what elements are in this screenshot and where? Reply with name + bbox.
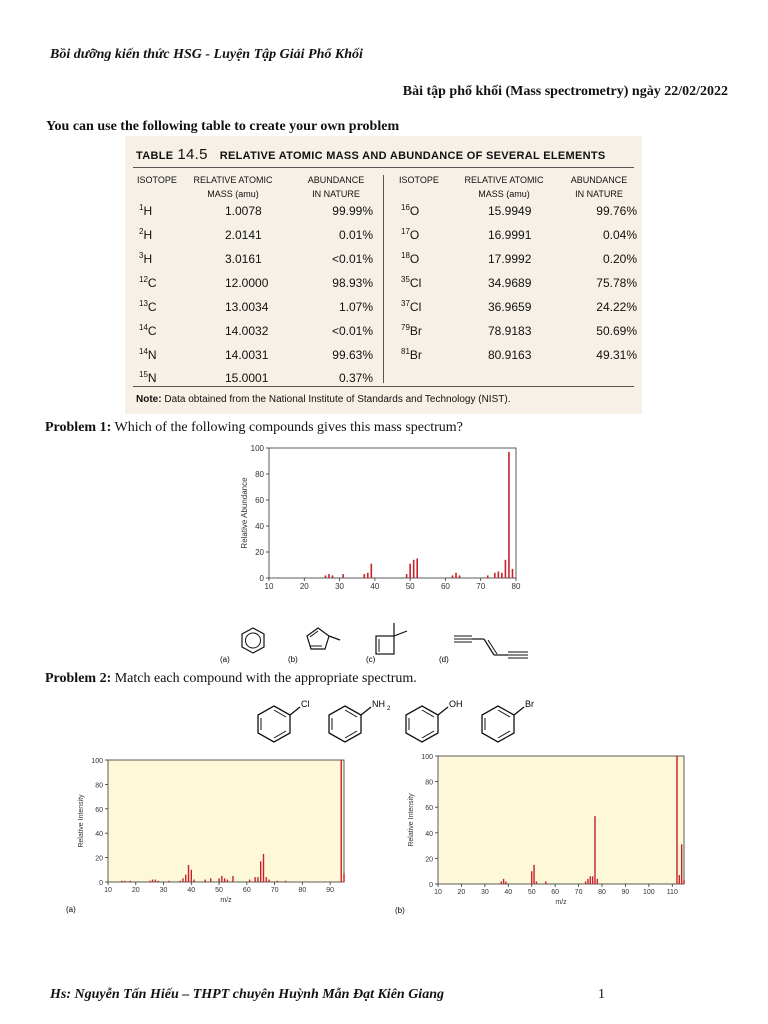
spectrum-peak	[249, 880, 250, 882]
col-mass-line2-r: MASS (amu)	[478, 189, 530, 199]
col-abund-line1-r: ABUNDANCE	[570, 175, 628, 185]
spectrum-peak	[367, 573, 369, 578]
mass-cell: 15.9949	[488, 204, 532, 218]
x-tick-label: 50	[405, 582, 415, 591]
spectrum-problem1-plot	[240, 444, 521, 591]
isotope-cell	[139, 204, 152, 218]
element-symbol: C	[147, 300, 157, 314]
mass-number: 15	[139, 370, 148, 379]
abundance-cell: 0.04%	[602, 228, 637, 242]
spectrum-peak	[152, 880, 153, 882]
footer-author: Hs: Nguyễn Tấn Hiếu – THPT chuyên Huỳnh Mẫn Đạt Kiên Giang	[50, 987, 444, 1002]
spectrum-peak	[406, 574, 408, 578]
spectrum-peak	[191, 870, 192, 882]
x-tick-label: 10	[434, 889, 442, 896]
spectrum-peak	[371, 564, 373, 578]
aniline-structure	[329, 699, 391, 742]
x-tick-label: 70	[270, 887, 279, 894]
spectrum-peak	[342, 574, 344, 578]
y-tick-label: 20	[425, 856, 433, 864]
col-mass-line1: RELATIVE ATOMIC	[193, 175, 273, 185]
element-symbol: Cl	[409, 276, 422, 290]
spectrum-peak	[508, 452, 510, 578]
x-axis-label: m/z	[220, 897, 232, 904]
abundance-cell: 50.69%	[596, 324, 637, 338]
mass-number: 37	[401, 299, 410, 308]
spectrum-peak	[221, 876, 222, 882]
isotope-cell	[139, 324, 157, 338]
x-tick-label: 80	[511, 582, 521, 591]
abundance-cell: 99.99%	[332, 204, 373, 218]
spectrum-panel-a	[60, 752, 360, 917]
isotope-cell	[401, 300, 421, 314]
x-tick-label: 40	[504, 889, 513, 896]
element-symbol: Br	[409, 348, 422, 362]
spectrum-peak	[193, 880, 194, 882]
element-symbol: O	[409, 204, 420, 218]
table-label: TABLE	[136, 150, 174, 162]
isotope-cell	[401, 276, 421, 290]
y-tick-label: 80	[95, 782, 103, 790]
mass-cell: 15.0001	[225, 371, 269, 385]
spectrum-peak	[210, 878, 211, 882]
y-tick-label: 60	[95, 806, 103, 814]
element-symbol: O	[409, 252, 420, 266]
element-symbol: O	[409, 228, 420, 242]
x-tick-label: 50	[215, 887, 223, 894]
spectrum-peak	[505, 881, 506, 884]
spectrum-peak	[587, 879, 588, 884]
abundance-cell: 99.63%	[332, 348, 373, 362]
abundance-cell: 99.76%	[596, 204, 637, 218]
spectrum-peak	[455, 573, 457, 578]
table-title	[136, 146, 606, 163]
benzene-structure	[242, 628, 264, 653]
col-isotope-left: ISOTOPE	[137, 175, 177, 185]
x-tick-label: 60	[440, 582, 450, 591]
problem1-question: Which of the following compounds gives this mass spectrum?	[114, 420, 463, 435]
dimethylcyclobutene-structure	[376, 623, 407, 654]
mass-cell: 34.9689	[488, 276, 532, 290]
abundance-cell: 24.22%	[596, 300, 637, 314]
col-isotope-right: ISOTOPE	[399, 175, 439, 185]
y-tick-label: 100	[250, 444, 264, 453]
isotope-cell	[401, 204, 419, 218]
nh2-subscript: 2	[387, 706, 391, 712]
spectrum-peak	[332, 575, 334, 578]
mass-number: 14	[139, 323, 148, 332]
table-top-rule	[133, 167, 634, 168]
col-abund-line1: ABUNDANCE	[307, 175, 365, 185]
element-symbol: H	[143, 252, 153, 266]
spectrum-peak	[494, 573, 496, 578]
col-mass-line2: MASS (amu)	[207, 189, 259, 199]
cl-label: Cl	[301, 699, 310, 709]
mass-cell: 14.0032	[225, 324, 269, 338]
mass-cell: 12.0000	[225, 276, 269, 290]
mass-number: 18	[401, 251, 410, 260]
mass-number: 3	[139, 251, 144, 260]
element-symbol: N	[147, 371, 157, 385]
abundance-cell: 0.01%	[338, 228, 373, 242]
abundance-cell: 98.93%	[332, 276, 373, 290]
y-axis-label: Relative Intensity	[78, 794, 85, 848]
element-symbol: H	[143, 204, 153, 218]
y-tick-label: 100	[421, 754, 433, 761]
isotope-cell	[139, 300, 157, 314]
note-text: Data obtained from the National Institute of Standards and Technology (NIST).	[164, 394, 511, 405]
abundance-cell: <0.01%	[331, 324, 373, 338]
spectrum-peak	[363, 574, 365, 578]
spectrum-peak	[498, 572, 500, 579]
spectrum-peak	[409, 564, 411, 578]
element-symbol: N	[147, 348, 157, 362]
x-tick-label: 40	[370, 582, 380, 591]
y-tick-label: 0	[429, 882, 433, 889]
spectrum-peak	[343, 873, 344, 882]
isotope-cell	[401, 348, 422, 362]
table-number: 14.5	[177, 146, 208, 163]
bromobenzene-structure	[482, 699, 534, 742]
panel-b-label: (b)	[395, 906, 405, 915]
x-tick-label: 60	[551, 889, 560, 896]
abundance-cell: 0.37%	[338, 371, 373, 385]
spectrum-peak	[325, 575, 327, 578]
spectrum-peak	[487, 575, 489, 578]
col-abund-right	[564, 173, 634, 201]
header-right: Bài tập phổ khối (Mass spectrometry) ngày 22/02/2022	[402, 84, 728, 99]
problem2-text	[45, 671, 417, 687]
spectrum-peak	[505, 560, 507, 578]
y-tick-label: 40	[95, 831, 103, 839]
spectrum-peak	[185, 875, 186, 882]
spectrum-peak	[277, 881, 278, 882]
spectrum-peak	[257, 877, 258, 882]
option-c-label: (c)	[366, 655, 376, 664]
y-tick-label: 60	[255, 496, 264, 505]
mass-number: 12	[139, 275, 148, 284]
spectrum-peak	[268, 880, 269, 882]
mass-cell: 36.9659	[488, 300, 532, 314]
plot-frame	[438, 756, 684, 884]
y-tick-label: 20	[95, 855, 103, 863]
abundance-cell: 75.78%	[596, 276, 637, 290]
col-abund-line2: IN NATURE	[312, 189, 360, 199]
mass-cell: 80.9163	[488, 348, 532, 362]
mass-number: 1	[139, 203, 144, 212]
abundance-cell: <0.01%	[331, 252, 373, 266]
isotope-cell	[139, 252, 152, 266]
problem1-structures	[210, 615, 540, 670]
element-symbol: C	[147, 276, 157, 290]
hexadiyne-ene-structure	[454, 636, 528, 658]
element-symbol: Br	[409, 324, 422, 338]
intro-text: You can use the following table to create your own problem	[46, 119, 400, 134]
oh-label: OH	[449, 699, 463, 709]
spectrum-panel-a-plot	[78, 758, 345, 904]
mass-number: 13	[139, 299, 148, 308]
problem2-structures	[248, 692, 558, 752]
spectrum-problem1	[230, 441, 530, 601]
spectrum-peak	[459, 575, 461, 578]
element-symbol: C	[147, 324, 157, 338]
element-symbol: Cl	[409, 300, 422, 314]
spectrum-peak	[263, 854, 264, 882]
x-tick-label: 60	[242, 887, 251, 894]
spectrum-peak	[188, 865, 189, 882]
spectrum-peak	[590, 876, 591, 884]
x-tick-label: 30	[335, 582, 345, 591]
spectrum-peak	[328, 574, 330, 578]
br-label: Br	[525, 699, 534, 709]
mass-cell: 3.0161	[225, 252, 262, 266]
spectrum-peak	[266, 877, 267, 882]
isotope-table	[125, 136, 642, 414]
spectrum-peak	[224, 878, 225, 882]
table-divider	[383, 175, 384, 383]
spectrum-peak	[218, 878, 219, 882]
x-tick-label: 90	[326, 887, 335, 894]
spectrum-peak	[533, 865, 534, 884]
table-bottom-rule	[133, 386, 634, 387]
col-mass-line1-r: RELATIVE ATOMIC	[464, 175, 544, 185]
spectrum-peak	[594, 816, 595, 884]
y-tick-label: 0	[259, 574, 264, 583]
option-b-label: (b)	[288, 655, 298, 664]
chlorobenzene-structure	[258, 699, 310, 742]
y-axis-label: Relative Intensity	[408, 793, 415, 847]
isotope-cell	[139, 228, 152, 242]
spectrum-peak	[536, 881, 537, 884]
mass-cell: 17.9992	[488, 252, 532, 266]
x-tick-label: 50	[527, 889, 536, 896]
spectrum-peak	[254, 877, 255, 882]
x-tick-label: 90	[621, 889, 630, 896]
x-tick-label: 20	[457, 889, 466, 896]
x-tick-label: 10	[264, 582, 274, 591]
y-tick-label: 60	[425, 805, 433, 813]
spectrum-peak	[452, 575, 454, 578]
note-label: Note:	[136, 394, 162, 405]
mass-cell: 1.0078	[225, 204, 262, 218]
mass-cell: 2.0141	[225, 228, 262, 242]
phenol-structure	[406, 699, 463, 742]
spectrum-peak	[413, 560, 415, 578]
spectrum-peak	[585, 881, 586, 884]
isotope-cell	[401, 228, 419, 242]
mass-number: 79	[401, 323, 410, 332]
isotope-cell	[139, 276, 157, 290]
spectrum-peak	[130, 881, 131, 882]
abundance-cell: 0.20%	[602, 252, 637, 266]
x-tick-label: 30	[480, 889, 489, 896]
nh-label: NH	[372, 699, 385, 709]
spectrum-peak	[545, 881, 546, 884]
x-tick-label: 30	[159, 887, 168, 894]
spectrum-peak	[155, 880, 156, 882]
spectrum-peak	[501, 573, 503, 578]
spectrum-peak	[679, 875, 680, 884]
spectrum-peak	[285, 881, 286, 882]
panel-a-label: (a)	[66, 905, 76, 914]
methylcyclopentadiene-structure	[307, 628, 340, 649]
table-note	[136, 394, 510, 405]
mass-number: 35	[401, 275, 410, 284]
spectrum-peak	[592, 876, 593, 884]
x-axis-label: m/z	[555, 899, 567, 906]
isotope-cell	[401, 324, 422, 338]
spectrum-peak	[179, 881, 180, 882]
plot-frame	[269, 448, 516, 578]
spectrum-peak	[182, 878, 183, 882]
mass-cell: 14.0031	[225, 348, 269, 362]
col-abund-line2-r: IN NATURE	[575, 189, 623, 199]
problem1-label: Problem 1:	[45, 420, 112, 435]
x-tick-label: 80	[298, 887, 307, 894]
spectrum-peak	[227, 880, 228, 882]
spectrum-peak	[124, 881, 125, 882]
mass-number: 81	[401, 347, 410, 356]
spectrum-peak	[503, 879, 504, 884]
y-tick-label: 0	[99, 880, 103, 887]
x-tick-label: 100	[643, 889, 655, 896]
spectrum-peak	[204, 880, 205, 882]
col-mass-left	[193, 173, 273, 201]
mass-cell: 16.9991	[488, 228, 532, 242]
option-a-label: (a)	[220, 655, 230, 664]
spectrum-peak	[341, 760, 342, 882]
spectrum-peak	[232, 876, 233, 882]
y-tick-label: 100	[91, 758, 103, 765]
x-tick-label: 20	[299, 582, 309, 591]
problem1-text	[45, 420, 463, 436]
x-tick-label: 70	[476, 582, 486, 591]
abundance-cell: 49.31%	[596, 348, 637, 362]
plot-frame	[108, 760, 344, 882]
col-abund-left	[301, 173, 371, 201]
spectrum-peak	[512, 569, 514, 578]
spectrum-peak	[416, 559, 418, 579]
problem2-label: Problem 2:	[45, 671, 112, 686]
y-tick-label: 40	[425, 830, 433, 838]
mass-cell: 78.9183	[488, 324, 532, 338]
mass-number: 2	[139, 227, 144, 236]
abundance-cell: 1.07%	[338, 300, 373, 314]
x-tick-label: 80	[598, 889, 606, 896]
spectrum-peak	[168, 881, 169, 882]
spectrum-peak	[676, 756, 677, 884]
spectrum-peak	[501, 881, 502, 884]
spectrum-peak	[260, 861, 261, 882]
mass-number: 17	[401, 227, 410, 236]
problem2-question: Match each compound with the appropriate spectrum.	[114, 671, 417, 686]
mass-cell: 13.0034	[225, 300, 269, 314]
table-heading: RELATIVE ATOMIC MASS AND ABUNDANCE OF SEVERAL ELEMENTS	[219, 150, 606, 162]
header-left: Bồi dưỡng kiến thức HSG - Luyện Tập Giải Phổ Khối	[50, 47, 363, 62]
isotope-cell	[401, 252, 419, 266]
x-tick-label: 110	[666, 889, 678, 896]
spectrum-panel-b	[395, 748, 695, 918]
option-d-label: (d)	[439, 655, 449, 664]
spectrum-peak	[157, 881, 158, 882]
y-tick-label: 80	[255, 470, 264, 479]
x-tick-label: 10	[104, 887, 112, 894]
spectrum-peak	[121, 881, 122, 882]
isotope-cell	[139, 371, 157, 385]
mass-number: 16	[401, 203, 410, 212]
mass-number: 14	[139, 347, 148, 356]
spectrum-peak	[531, 871, 532, 884]
spectrum-panel-b-plot	[408, 754, 685, 906]
x-tick-label: 70	[574, 889, 583, 896]
isotope-cell	[139, 348, 157, 362]
y-tick-label: 40	[255, 522, 264, 531]
y-tick-label: 80	[425, 779, 433, 787]
element-symbol: H	[143, 228, 153, 242]
y-axis-label: Relative Abundance	[240, 477, 249, 549]
y-tick-label: 20	[255, 548, 264, 557]
page-number: 1	[598, 987, 605, 1002]
x-tick-label: 40	[187, 887, 196, 894]
spectrum-peak	[149, 881, 150, 882]
spectrum-peak	[683, 880, 684, 884]
x-tick-label: 20	[131, 887, 140, 894]
col-mass-right	[461, 173, 547, 201]
spectrum-peak	[681, 844, 682, 884]
spectrum-peak	[597, 879, 598, 884]
